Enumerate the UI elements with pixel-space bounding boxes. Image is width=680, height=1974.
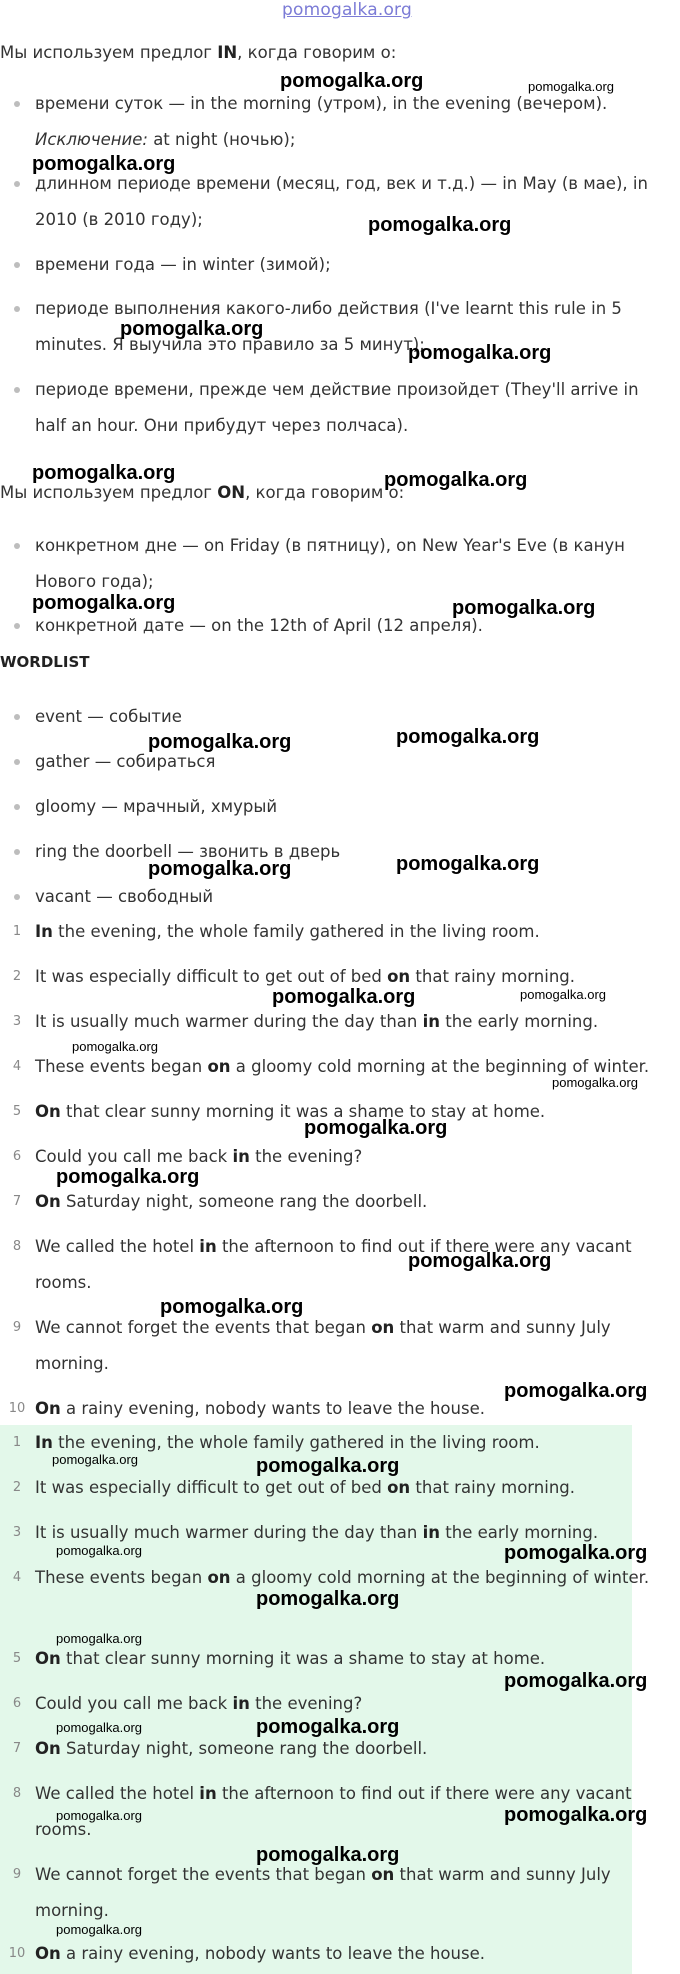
sentence-number: 6 <box>12 1696 22 1711</box>
preposition: on <box>207 1057 231 1076</box>
list-item-text: времени суток — in the morning (утром), in the evening (вечером). <box>35 94 608 113</box>
preposition: On <box>35 1399 61 1418</box>
sentence-number: 8 <box>12 1786 22 1801</box>
watermark: pomogalka.org <box>56 1720 142 1735</box>
watermark: pomogalka.org <box>504 1670 648 1692</box>
in-preposition: IN <box>217 43 238 62</box>
watermark: pomogalka.org <box>148 731 292 753</box>
on-intro-text: Мы используем предлог <box>0 483 218 502</box>
preposition: On <box>35 1192 61 1211</box>
word-text: ring the doorbell — звонить в дверь <box>35 842 341 861</box>
watermark: pomogalka.org <box>396 726 540 748</box>
preposition: On <box>35 1649 61 1668</box>
on-intro-tail: , когда говорим о: <box>245 483 405 502</box>
watermark: pomogalka.org <box>160 1296 304 1318</box>
list-item-text: времени года — in winter (зимой); <box>35 255 331 274</box>
sentence-number: 5 <box>12 1651 22 1666</box>
bullet-dot <box>14 714 20 720</box>
preposition: in <box>232 1694 250 1713</box>
watermark: pomogalka.org <box>256 1844 400 1866</box>
watermark: pomogalka.org <box>56 1922 142 1937</box>
preposition: on <box>207 1568 231 1587</box>
watermark: pomogalka.org <box>52 1452 138 1467</box>
sentence-number: 9 <box>12 1867 22 1882</box>
watermark: pomogalka.org <box>56 1543 142 1558</box>
watermark: pomogalka.org <box>368 214 512 236</box>
preposition: In <box>35 1433 53 1452</box>
sentence-number: 6 <box>12 1149 22 1164</box>
watermark: pomogalka.org <box>56 1166 200 1188</box>
list-item-text: периоде времени, прежде чем действие произойдет (They'll arrive in half an hour. Они прибудут через полчаса). <box>35 380 639 435</box>
watermark: pomogalka.org <box>32 153 176 175</box>
preposition: in <box>199 1784 217 1803</box>
sentence-number: 9 <box>12 1320 22 1335</box>
preposition: on <box>371 1865 395 1884</box>
bullet-dot <box>14 894 20 900</box>
word-text: gloomy — мрачный, хмурый <box>35 797 278 816</box>
in-intro-text: Мы используем предлог <box>0 43 218 62</box>
sentence-number: 8 <box>12 1239 22 1254</box>
watermark: pomogalka.org <box>520 987 606 1002</box>
preposition: in <box>422 1523 441 1542</box>
watermark: pomogalka.org <box>72 1039 158 1054</box>
wordlist-heading: WORDLIST <box>0 653 90 671</box>
bullet-dot <box>14 543 20 549</box>
sentence-number: 7 <box>12 1741 22 1756</box>
sentence-number: 10 <box>8 1946 26 1961</box>
on-preposition: ON <box>217 483 246 502</box>
list-item-text: конкретном дне — on Friday (в пятницу), on New Year's Eve (в канун Нового года); <box>35 536 625 591</box>
preposition: on <box>387 967 411 986</box>
sentence-number: 3 <box>12 1525 22 1540</box>
watermark: pomogalka.org <box>452 597 596 619</box>
watermark: pomogalka.org <box>32 592 176 614</box>
watermark: pomogalka.org <box>148 858 292 880</box>
bullet-dot <box>14 759 20 765</box>
bullet-dot <box>14 623 20 629</box>
watermark: pomogalka.org <box>256 1588 400 1610</box>
exception-label: Исключение: <box>35 130 148 149</box>
preposition: On <box>35 1739 61 1758</box>
sentence-number: 7 <box>12 1194 22 1209</box>
watermark: pomogalka.org <box>528 79 614 94</box>
sentence-number: 10 <box>8 1401 26 1416</box>
sentence-number: 1 <box>12 1435 22 1450</box>
watermark: pomogalka.org <box>504 1542 648 1564</box>
list-item-text: конкретной дате — on the 12th of April (12 апреля). <box>35 616 483 635</box>
list-item-text: длинном периоде времени (месяц, год, век и т.д.) — in May (в мае), in 2010 (в 2010 году); <box>35 174 648 229</box>
bullet-dot <box>14 262 20 268</box>
watermark: pomogalka.org <box>504 1380 648 1402</box>
bullet-dot <box>14 181 20 187</box>
word-text: vacant — свободный <box>35 887 214 906</box>
preposition: on <box>371 1318 395 1337</box>
watermark: pomogalka.org <box>56 1808 142 1823</box>
sentence-number: 1 <box>12 924 22 939</box>
watermark: pomogalka.org <box>32 462 176 484</box>
word-text: gather — собираться <box>35 752 216 771</box>
sentence-number: 5 <box>12 1104 22 1119</box>
watermark: pomogalka.org <box>384 469 528 491</box>
sentence-number: 2 <box>12 969 22 984</box>
on-intro <box>0 482 404 504</box>
bullet-dot <box>14 306 20 312</box>
watermark: pomogalka.org <box>408 342 552 364</box>
watermark: pomogalka.org <box>304 1117 448 1139</box>
watermark: pomogalka.org <box>56 1631 142 1646</box>
preposition: in <box>199 1237 217 1256</box>
watermark: pomogalka.org <box>272 986 416 1008</box>
watermark: pomogalka.org <box>280 70 424 92</box>
in-intro <box>0 42 396 64</box>
bullet-dot <box>14 387 20 393</box>
exception-text: at night (ночью); <box>147 130 296 149</box>
sentence-number: 3 <box>12 1014 22 1029</box>
site-logo[interactable]: pomogalka.org <box>282 0 412 20</box>
preposition: in <box>422 1012 441 1031</box>
preposition: In <box>35 922 53 941</box>
preposition: On <box>35 1944 61 1963</box>
in-intro-tail: , когда говорим о: <box>237 43 397 62</box>
watermark: pomogalka.org <box>256 1716 400 1738</box>
sentence-number: 4 <box>12 1570 22 1585</box>
list-item-text: периоде выполнения какого-либо действия (I've learnt this rule in 5 minutes. Я выучила это правило за 5 минут); <box>35 299 622 354</box>
bullet-dot <box>14 804 20 810</box>
preposition: On <box>35 1102 61 1121</box>
watermark: pomogalka.org <box>120 318 264 340</box>
sentence-number: 2 <box>12 1480 22 1495</box>
sentence-number: 4 <box>12 1059 22 1074</box>
watermark: pomogalka.org <box>396 853 540 875</box>
watermark: pomogalka.org <box>256 1455 400 1477</box>
watermark: pomogalka.org <box>552 1075 638 1090</box>
preposition: on <box>387 1478 411 1497</box>
bullet-dot <box>14 101 20 107</box>
preposition: in <box>232 1147 250 1166</box>
word-text: event — событие <box>35 707 182 726</box>
watermark: pomogalka.org <box>408 1250 552 1272</box>
bullet-dot <box>14 849 20 855</box>
watermark: pomogalka.org <box>504 1804 648 1826</box>
